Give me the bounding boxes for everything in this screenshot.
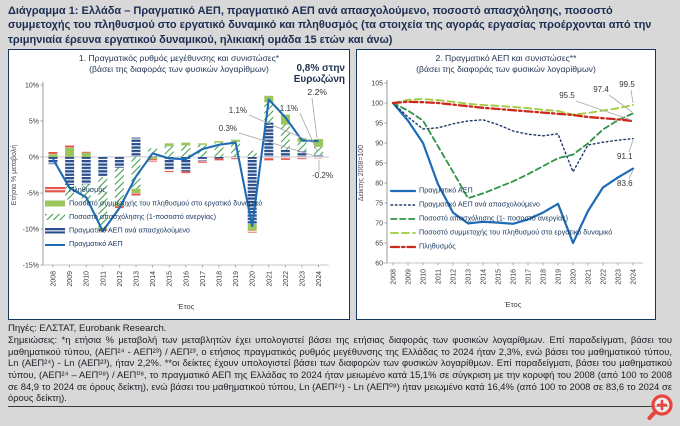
svg-text:1.1%: 1.1% — [279, 103, 298, 113]
svg-text:2020: 2020 — [249, 270, 257, 287]
svg-text:2013: 2013 — [465, 268, 473, 285]
svg-text:95.5: 95.5 — [559, 90, 575, 100]
svg-text:2011: 2011 — [435, 268, 443, 284]
figure-title: Διάγραμμα 1: Ελλάδα – Πραγματικό ΑΕΠ, πραγματικό ΑΕΠ ανά απασχολούμενο, ποσοστό απασχόλησης, ποσοστό συμμετοχής του πληθυσμού στο εργατικό δυναμικό και πληθυσμός (τα στοιχεία της αγοράς εργασίας προέρχονται από την τριμηνιαία έρευνα εργατικού δυναμικού, ηλικιακή ομάδα 15 ετών και άνω) — [8, 5, 652, 46]
svg-text:100: 100 — [371, 100, 383, 108]
svg-text:-5%: -5% — [26, 190, 39, 198]
svg-text:Πραγματικό ΑΕΠ: Πραγματικό ΑΕΠ — [419, 185, 473, 195]
left-chart-title: 1. Πραγματικός ρυθμός μεγέθυνσης και συνιστώσες* — [78, 52, 280, 63]
svg-text:2016: 2016 — [183, 270, 191, 287]
svg-text:Ετήσια % μεταβολή: Ετήσια % μεταβολή — [11, 144, 18, 206]
svg-text:2022: 2022 — [282, 270, 290, 287]
svg-text:Ποσοστό απασχόλησης (1- ποσοστ: Ποσοστό απασχόλησης (1- ποσοστό ανεργίας) — [419, 213, 569, 223]
svg-text:65: 65 — [375, 240, 383, 248]
left-chart-subtitle: (βάσει της διαφοράς των φυσικών λογαρίθμων) — [89, 63, 269, 74]
svg-text:75: 75 — [375, 200, 383, 208]
svg-text:10%: 10% — [24, 82, 39, 90]
svg-text:2021: 2021 — [266, 270, 274, 287]
gdp-index-line-chart — [357, 75, 653, 317]
svg-text:85: 85 — [375, 160, 383, 168]
svg-text:80: 80 — [375, 180, 383, 188]
right-chart-title: 2. Πραγματικό ΑΕΠ και συνιστώσες** — [435, 52, 577, 63]
svg-text:2017: 2017 — [525, 268, 533, 285]
svg-text:2008: 2008 — [50, 270, 58, 287]
svg-text:2013: 2013 — [133, 270, 141, 287]
svg-text:2017: 2017 — [199, 270, 207, 287]
svg-text:97.4: 97.4 — [593, 84, 609, 94]
svg-text:2022: 2022 — [600, 268, 608, 285]
svg-text:2008: 2008 — [390, 268, 398, 285]
svg-text:Ποσοστό συμμετοχής του πληθυσμ: Ποσοστό συμμετοχής του πληθυσμού στο εργατικό δυναμικό — [69, 198, 263, 208]
svg-text:Πραγματικό ΑΕΠ ανά απασχολούμε: Πραγματικό ΑΕΠ ανά απασχολούμενο — [419, 199, 540, 209]
eurozone-annotation: 0,8% στην Ευρωζώνη — [293, 62, 345, 86]
svg-text:2015: 2015 — [495, 268, 503, 285]
left-chart-panel — [8, 49, 350, 320]
svg-text:Πληθυσμός: Πληθυσμός — [419, 241, 456, 251]
svg-text:5%: 5% — [28, 118, 39, 126]
svg-text:-15%: -15% — [22, 262, 39, 270]
svg-text:2021: 2021 — [585, 268, 593, 285]
svg-text:2012: 2012 — [116, 270, 124, 287]
growth-components-bar-chart — [9, 75, 347, 317]
svg-text:83.6: 83.6 — [617, 178, 633, 188]
svg-text:2.2%: 2.2% — [307, 86, 327, 97]
svg-text:2023: 2023 — [299, 270, 307, 287]
svg-text:2011: 2011 — [100, 270, 108, 286]
svg-text:2012: 2012 — [450, 268, 458, 285]
svg-text:Έτος: Έτος — [504, 299, 522, 309]
svg-text:2016: 2016 — [510, 268, 518, 285]
notes-text: Σημειώσεις: *η ετήσια % μεταβολή των μεταβλητών έχει υπολογιστεί βάσει της ετήσιας διαφοράς των φυσικών λογαρίθμων. Επί παραδείγματι, βάσει του μαθηματικού τύπου, (ΑΕΠ²⁴ - ΑΕΠ²³) / ΑΕΠ²³, ο ετήσιος πραγματικός ρυθμός μεγέθυνσης της Ελλάδας το 2024 ήταν 2,3%, ενώ βάσει του μαθηματικού τύπου, Ln (ΑΕΠ²⁴) - Ln (ΑΕΠ²³), ήταν 2,2%. **οι δείκτες έχουν υπολογιστεί βάσει των διαφορών των φυσικών λογαρίθμων. Επί παραδείγματι, βάσει του μαθηματικού τύπου, (ΑΕΠ²⁴ – ΑΕΠ⁰⁸) / ΑΕΠ⁰⁸, το πραγματικό ΑΕΠ της Ελλάδας το 2024 ήταν μειωμένο κατά 15,1% σε σύγκριση με την κορυφή του 2008 (από 100 το 2008 σε 84,9 το 2024 σε όρους δείκτη), ενώ βάσει του μαθηματικού τύπου, Ln (ΑΕΠ²⁴) - Ln (ΑΕΠ⁰⁸) ήταν μειωμένο κατά 16,4% (από 100 το 2008 σε 83,6 το 2024 σε όρους δείκτη). — [8, 333, 672, 404]
sources-text: Πηγές: ΕΛΣΤΑΤ, Eurobank Research. — [8, 322, 167, 334]
svg-text:2019: 2019 — [555, 268, 563, 285]
svg-text:2015: 2015 — [166, 270, 174, 287]
svg-text:2010: 2010 — [83, 270, 91, 287]
svg-text:2020: 2020 — [570, 268, 578, 285]
svg-text:105: 105 — [371, 80, 383, 88]
svg-text:1.1%: 1.1% — [228, 105, 247, 115]
svg-text:2019: 2019 — [233, 270, 241, 287]
svg-text:2023: 2023 — [615, 268, 623, 285]
zoom-icon[interactable] — [646, 392, 676, 422]
svg-text:91.1: 91.1 — [617, 151, 633, 161]
svg-text:0%: 0% — [28, 154, 39, 162]
footnotes-block — [8, 323, 672, 407]
svg-text:2024: 2024 — [316, 270, 324, 287]
svg-text:2009: 2009 — [67, 270, 75, 287]
svg-text:Πραγματικό ΑΕΠ: Πραγματικό ΑΕΠ — [69, 238, 123, 248]
svg-text:95: 95 — [375, 120, 383, 128]
svg-text:Ποσοστό συμμετοχής του πληθυσμ: Ποσοστό συμμετοχής του πληθυσμού στο εργατικό δυναμικό — [419, 227, 613, 237]
svg-text:Πραγματικό ΑΕΠ ανά απασχολούμε: Πραγματικό ΑΕΠ ανά απασχολούμενο — [69, 225, 190, 235]
svg-text:2014: 2014 — [150, 270, 158, 287]
charts-row — [8, 49, 672, 320]
svg-text:Δείκτης 2008=100: Δείκτης 2008=100 — [358, 144, 365, 202]
svg-text:-10%: -10% — [22, 226, 39, 234]
svg-text:2018: 2018 — [216, 270, 224, 287]
svg-text:2009: 2009 — [405, 268, 413, 285]
svg-text:99.5: 99.5 — [619, 79, 635, 89]
svg-text:60: 60 — [375, 260, 383, 268]
svg-text:0.3%: 0.3% — [218, 123, 237, 133]
bottom-divider — [8, 406, 668, 407]
svg-text:Ποσοστό απασχόλησης (1-ποσοστό: Ποσοστό απασχόλησης (1-ποσοστό ανεργίας) — [69, 211, 217, 221]
svg-text:70: 70 — [375, 220, 383, 228]
svg-text:Έτος: Έτος — [177, 301, 195, 311]
svg-text:90: 90 — [375, 140, 383, 148]
svg-text:2010: 2010 — [420, 268, 428, 285]
svg-text:2018: 2018 — [540, 268, 548, 285]
right-chart-panel — [356, 49, 656, 320]
right-chart-subtitle: (βάσει της διαφοράς των φυσικών λογαρίθμων) — [416, 63, 596, 74]
svg-text:2024: 2024 — [630, 268, 638, 285]
svg-text:2014: 2014 — [480, 268, 488, 285]
svg-text:Πληθυσμός: Πληθυσμός — [69, 184, 106, 194]
svg-text:-0.2%: -0.2% — [312, 170, 333, 180]
